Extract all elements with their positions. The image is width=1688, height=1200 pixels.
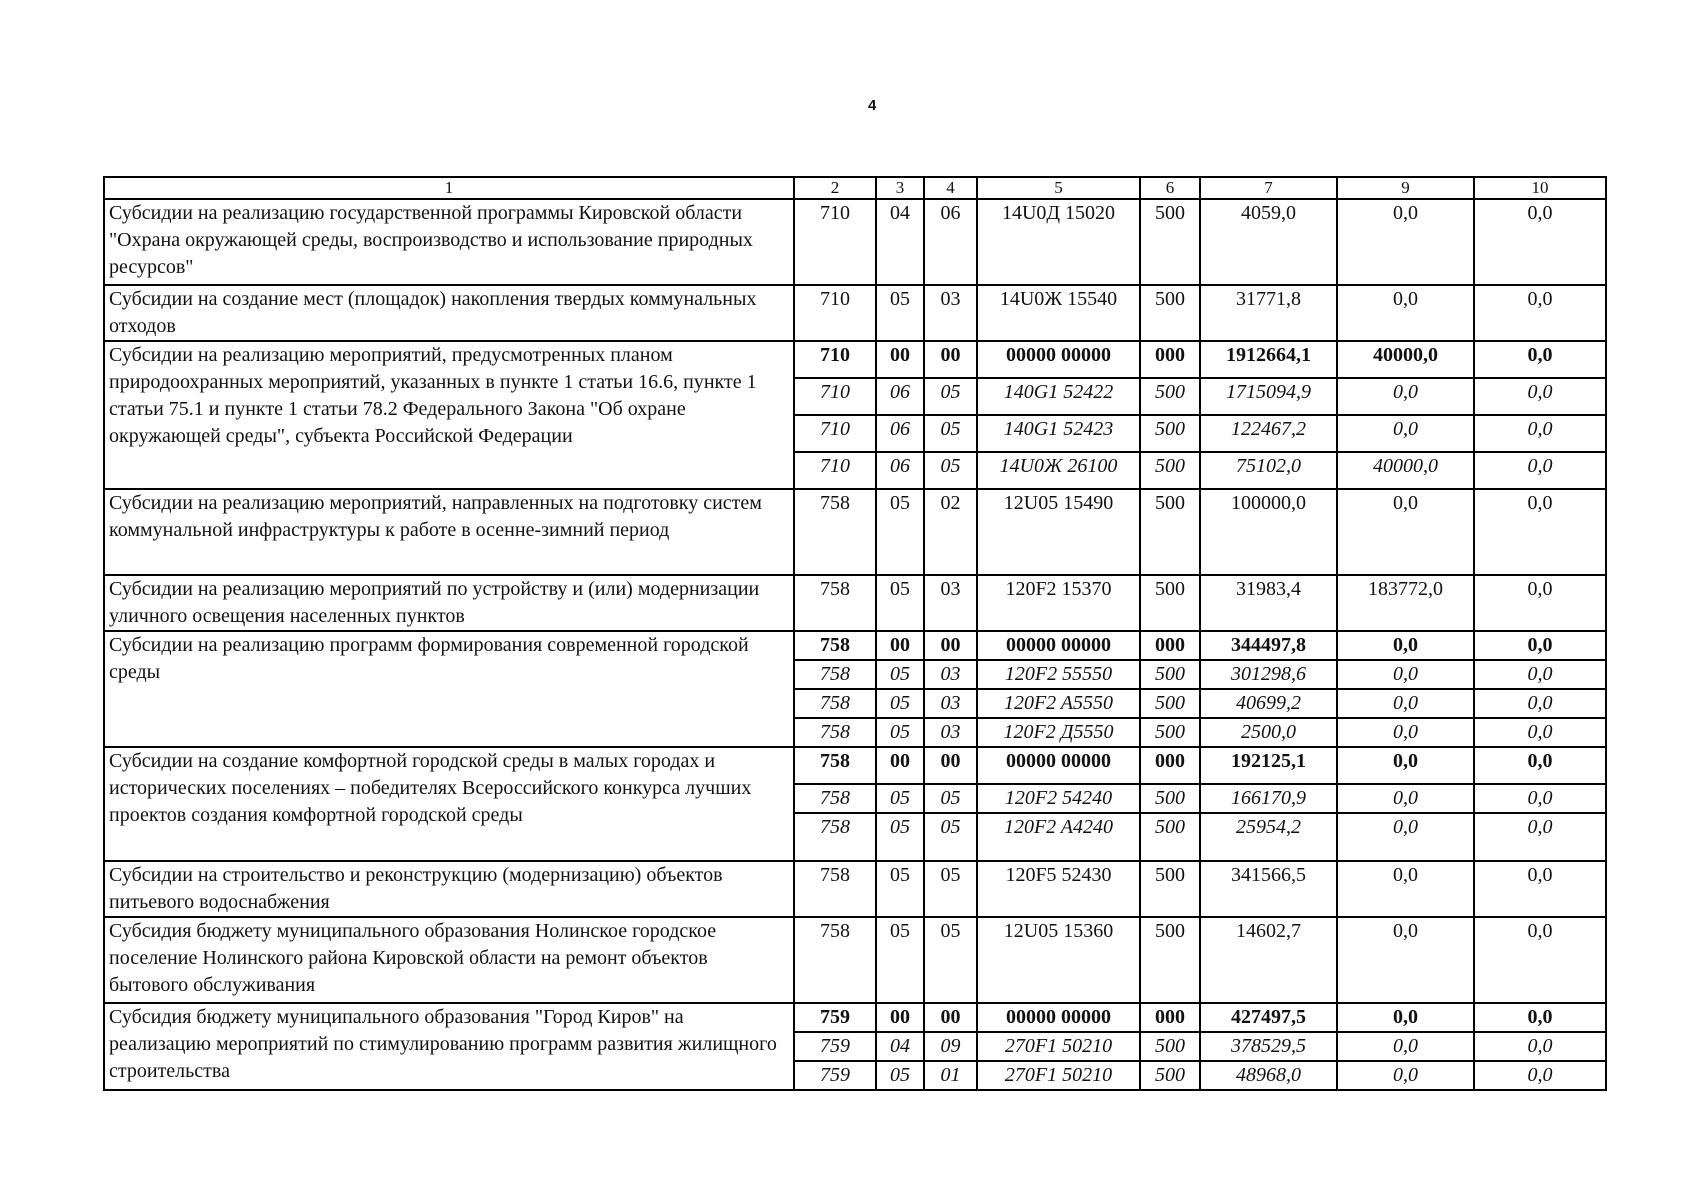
- cell-col3: 05: [876, 489, 924, 575]
- cell-col10: 0,0: [1474, 489, 1606, 575]
- cell-col6: 500: [1140, 718, 1200, 747]
- cell-col7: 341566,5: [1200, 861, 1337, 917]
- cell-col7: 344497,8: [1200, 631, 1337, 660]
- cell-col3: 05: [876, 813, 924, 861]
- cell-col2: 758: [794, 813, 876, 861]
- cell-col10: 0,0: [1474, 660, 1606, 689]
- cell-col5: 00000 00000: [977, 341, 1140, 378]
- subsidy-name: Субсидия бюджету муниципального образования "Город Киров" на реализацию мероприятий по стимулированию программ развития жилищного строительства: [104, 1003, 794, 1090]
- col-header-10: 10: [1474, 177, 1606, 199]
- cell-col7: 100000,0: [1200, 489, 1337, 575]
- cell-col2: 710: [794, 285, 876, 341]
- cell-col2: 710: [794, 199, 876, 285]
- cell-col4: 05: [924, 784, 977, 813]
- cell-col4: 03: [924, 285, 977, 341]
- cell-col6: 000: [1140, 341, 1200, 378]
- cell-col6: 500: [1140, 813, 1200, 861]
- cell-col6: 500: [1140, 378, 1200, 415]
- table-row: [104, 575, 1606, 631]
- table-row: [104, 1003, 1606, 1032]
- cell-col2: 758: [794, 489, 876, 575]
- cell-col6: 500: [1140, 489, 1200, 575]
- cell-col9: 0,0: [1337, 1061, 1474, 1090]
- cell-col10: 0,0: [1474, 1032, 1606, 1061]
- cell-col3: 04: [876, 1032, 924, 1061]
- cell-col5: 14U0Ж 26100: [977, 452, 1140, 489]
- table-row: [104, 747, 1606, 784]
- col-header-1: 1: [104, 177, 794, 199]
- cell-col5: 00000 00000: [977, 1003, 1140, 1032]
- cell-col5: 120F2 A5550: [977, 689, 1140, 718]
- cell-col10: 0,0: [1474, 378, 1606, 415]
- cell-col4: 03: [924, 718, 977, 747]
- cell-col10: 0,0: [1474, 1003, 1606, 1032]
- cell-col9: 0,0: [1337, 861, 1474, 917]
- table-row: [104, 861, 1606, 917]
- cell-col7: 40699,2: [1200, 689, 1337, 718]
- cell-col7: 4059,0: [1200, 199, 1337, 285]
- cell-col9: 0,0: [1337, 784, 1474, 813]
- cell-col7: 1715094,9: [1200, 378, 1337, 415]
- cell-col5: 120F2 55550: [977, 660, 1140, 689]
- budget-table: [103, 176, 1607, 1091]
- cell-col10: 0,0: [1474, 861, 1606, 917]
- cell-col4: 00: [924, 747, 977, 784]
- cell-col3: 04: [876, 199, 924, 285]
- cell-col3: 05: [876, 784, 924, 813]
- cell-col10: 0,0: [1474, 1061, 1606, 1090]
- cell-col9: 40000,0: [1337, 452, 1474, 489]
- cell-col9: 0,0: [1337, 285, 1474, 341]
- cell-col4: 03: [924, 660, 977, 689]
- table-body: [104, 199, 1606, 1090]
- cell-col9: 0,0: [1337, 489, 1474, 575]
- cell-col5: 120F5 52430: [977, 861, 1140, 917]
- subsidy-name: Субсидии на реализацию мероприятий, предусмотренных планом природоохранных мероприятий, указанных в пункте 1 статьи 16.6, пункте 1 статьи 75.1 и пункте 1 статьи 78.2 Федерального Закона "Об охране окружающей среды", субъекта Российской Федерации: [104, 341, 794, 489]
- cell-col7: 378529,5: [1200, 1032, 1337, 1061]
- cell-col9: 0,0: [1337, 660, 1474, 689]
- subsidy-name: Субсидии на создание комфортной городской среды в малых городах и исторических поселениях – победителях Всероссийского конкурса лучших проектов создания комфортной городской среды: [104, 747, 794, 861]
- col-header-5: 5: [977, 177, 1140, 199]
- cell-col10: 0,0: [1474, 285, 1606, 341]
- cell-col7: 31771,8: [1200, 285, 1337, 341]
- cell-col2: 758: [794, 718, 876, 747]
- cell-col3: 05: [876, 689, 924, 718]
- cell-col10: 0,0: [1474, 689, 1606, 718]
- cell-col4: 05: [924, 861, 977, 917]
- cell-col5: 12U05 15490: [977, 489, 1140, 575]
- cell-col3: 06: [876, 378, 924, 415]
- cell-col10: 0,0: [1474, 631, 1606, 660]
- cell-col10: 0,0: [1474, 747, 1606, 784]
- table-row: [104, 917, 1606, 1003]
- cell-col4: 00: [924, 631, 977, 660]
- cell-col2: 759: [794, 1061, 876, 1090]
- cell-col5: 12U05 15360: [977, 917, 1140, 1003]
- cell-col2: 758: [794, 660, 876, 689]
- cell-col5: 14U0Д 15020: [977, 199, 1140, 285]
- cell-col5: 140G1 52422: [977, 378, 1140, 415]
- cell-col5: 120F2 A4240: [977, 813, 1140, 861]
- col-header-6: 6: [1140, 177, 1200, 199]
- cell-col2: 758: [794, 689, 876, 718]
- cell-col6: 500: [1140, 199, 1200, 285]
- cell-col2: 710: [794, 452, 876, 489]
- cell-col7: 166170,9: [1200, 784, 1337, 813]
- cell-col6: 000: [1140, 631, 1200, 660]
- cell-col6: 500: [1140, 415, 1200, 452]
- cell-col3: 00: [876, 1003, 924, 1032]
- table-row: [104, 489, 1606, 575]
- cell-col6: 500: [1140, 861, 1200, 917]
- table-row: [104, 631, 1606, 660]
- cell-col5: 120F2 Д5550: [977, 718, 1140, 747]
- subsidy-name: Субсидии на реализацию мероприятий по устройству и (или) модернизации уличного освещения населенных пунктов: [104, 575, 794, 631]
- cell-col9: 40000,0: [1337, 341, 1474, 378]
- cell-col3: 05: [876, 660, 924, 689]
- cell-col7: 75102,0: [1200, 452, 1337, 489]
- cell-col4: 06: [924, 199, 977, 285]
- cell-col9: 0,0: [1337, 1032, 1474, 1061]
- cell-col7: 48968,0: [1200, 1061, 1337, 1090]
- table-row: [104, 341, 1606, 378]
- cell-col4: 03: [924, 689, 977, 718]
- cell-col9: 0,0: [1337, 631, 1474, 660]
- cell-col5: 120F2 15370: [977, 575, 1140, 631]
- cell-col3: 00: [876, 341, 924, 378]
- cell-col5: 270F1 50210: [977, 1061, 1140, 1090]
- cell-col9: 0,0: [1337, 1003, 1474, 1032]
- cell-col6: 500: [1140, 575, 1200, 631]
- subsidy-name: Субсидии на реализацию мероприятий, направленных на подготовку систем коммунальной инфраструктуры к работе в осенне-зимний период: [104, 489, 794, 575]
- col-header-7: 7: [1200, 177, 1337, 199]
- cell-col9: 0,0: [1337, 917, 1474, 1003]
- cell-col4: 09: [924, 1032, 977, 1061]
- cell-col4: 00: [924, 1003, 977, 1032]
- cell-col10: 0,0: [1474, 415, 1606, 452]
- cell-col9: 0,0: [1337, 199, 1474, 285]
- cell-col7: 25954,2: [1200, 813, 1337, 861]
- cell-col3: 00: [876, 747, 924, 784]
- cell-col3: 00: [876, 631, 924, 660]
- cell-col6: 000: [1140, 747, 1200, 784]
- cell-col4: 05: [924, 452, 977, 489]
- cell-col10: 0,0: [1474, 718, 1606, 747]
- cell-col5: 14U0Ж 15540: [977, 285, 1140, 341]
- subsidy-name: Субсидии на реализацию программ формирования современной городской среды: [104, 631, 794, 747]
- cell-col4: 05: [924, 813, 977, 861]
- cell-col10: 0,0: [1474, 917, 1606, 1003]
- cell-col6: 500: [1140, 660, 1200, 689]
- cell-col5: 140G1 52423: [977, 415, 1140, 452]
- cell-col2: 758: [794, 747, 876, 784]
- cell-col2: 758: [794, 917, 876, 1003]
- cell-col3: 06: [876, 452, 924, 489]
- cell-col10: 0,0: [1474, 452, 1606, 489]
- col-header-4: 4: [924, 177, 977, 199]
- cell-col6: 000: [1140, 1003, 1200, 1032]
- cell-col3: 05: [876, 285, 924, 341]
- cell-col5: 120F2 54240: [977, 784, 1140, 813]
- cell-col4: 02: [924, 489, 977, 575]
- cell-col4: 05: [924, 917, 977, 1003]
- cell-col9: 0,0: [1337, 689, 1474, 718]
- cell-col2: 759: [794, 1003, 876, 1032]
- cell-col7: 2500,0: [1200, 718, 1337, 747]
- cell-col7: 301298,6: [1200, 660, 1337, 689]
- col-header-2: 2: [794, 177, 876, 199]
- cell-col3: 05: [876, 1061, 924, 1090]
- cell-col7: 427497,5: [1200, 1003, 1337, 1032]
- cell-col5: 00000 00000: [977, 747, 1140, 784]
- table-row: [104, 199, 1606, 285]
- cell-col4: 03: [924, 575, 977, 631]
- cell-col10: 0,0: [1474, 784, 1606, 813]
- cell-col6: 500: [1140, 452, 1200, 489]
- cell-col6: 500: [1140, 285, 1200, 341]
- cell-col3: 06: [876, 415, 924, 452]
- cell-col3: 05: [876, 575, 924, 631]
- cell-col6: 500: [1140, 1061, 1200, 1090]
- cell-col9: 0,0: [1337, 415, 1474, 452]
- cell-col9: 0,0: [1337, 747, 1474, 784]
- cell-col2: 710: [794, 341, 876, 378]
- cell-col5: 270F1 50210: [977, 1032, 1140, 1061]
- col-header-3: 3: [876, 177, 924, 199]
- table-row: [104, 285, 1606, 341]
- cell-col10: 0,0: [1474, 813, 1606, 861]
- cell-col6: 500: [1140, 784, 1200, 813]
- cell-col10: 0,0: [1474, 341, 1606, 378]
- cell-col6: 500: [1140, 917, 1200, 1003]
- page-number: 4: [868, 97, 877, 114]
- cell-col7: 192125,1: [1200, 747, 1337, 784]
- cell-col4: 05: [924, 415, 977, 452]
- cell-col7: 31983,4: [1200, 575, 1337, 631]
- cell-col10: 0,0: [1474, 199, 1606, 285]
- cell-col7: 14602,7: [1200, 917, 1337, 1003]
- subsidy-name: Субсидии на строительство и реконструкцию (модернизацию) объектов питьевого водоснабжения: [104, 861, 794, 917]
- cell-col3: 05: [876, 861, 924, 917]
- cell-col7: 122467,2: [1200, 415, 1337, 452]
- cell-col7: 1912664,1: [1200, 341, 1337, 378]
- subsidy-name: Субсидии на реализацию государственной программы Кировской области "Охрана окружающей среды, воспроизводство и использование природных ресурсов": [104, 199, 794, 285]
- header-row: [104, 177, 1606, 199]
- col-header-9: 9: [1337, 177, 1474, 199]
- cell-col5: 00000 00000: [977, 631, 1140, 660]
- cell-col4: 05: [924, 378, 977, 415]
- cell-col4: 01: [924, 1061, 977, 1090]
- subsidy-name: Субсидия бюджету муниципального образования Нолинское городское поселение Нолинского района Кировской области на ремонт объектов бытового обслуживания: [104, 917, 794, 1003]
- cell-col6: 500: [1140, 689, 1200, 718]
- cell-col2: 758: [794, 784, 876, 813]
- cell-col2: 758: [794, 631, 876, 660]
- cell-col10: 0,0: [1474, 575, 1606, 631]
- cell-col2: 710: [794, 415, 876, 452]
- cell-col2: 758: [794, 861, 876, 917]
- subsidy-name: Субсидии на создание мест (площадок) накопления твердых коммунальных отходов: [104, 285, 794, 341]
- cell-col2: 759: [794, 1032, 876, 1061]
- cell-col3: 05: [876, 917, 924, 1003]
- cell-col9: 0,0: [1337, 813, 1474, 861]
- cell-col2: 758: [794, 575, 876, 631]
- cell-col9: 0,0: [1337, 378, 1474, 415]
- table-header: [104, 177, 1606, 199]
- cell-col6: 500: [1140, 1032, 1200, 1061]
- cell-col9: 0,0: [1337, 718, 1474, 747]
- cell-col3: 05: [876, 718, 924, 747]
- cell-col4: 00: [924, 341, 977, 378]
- cell-col9: 183772,0: [1337, 575, 1474, 631]
- cell-col2: 710: [794, 378, 876, 415]
